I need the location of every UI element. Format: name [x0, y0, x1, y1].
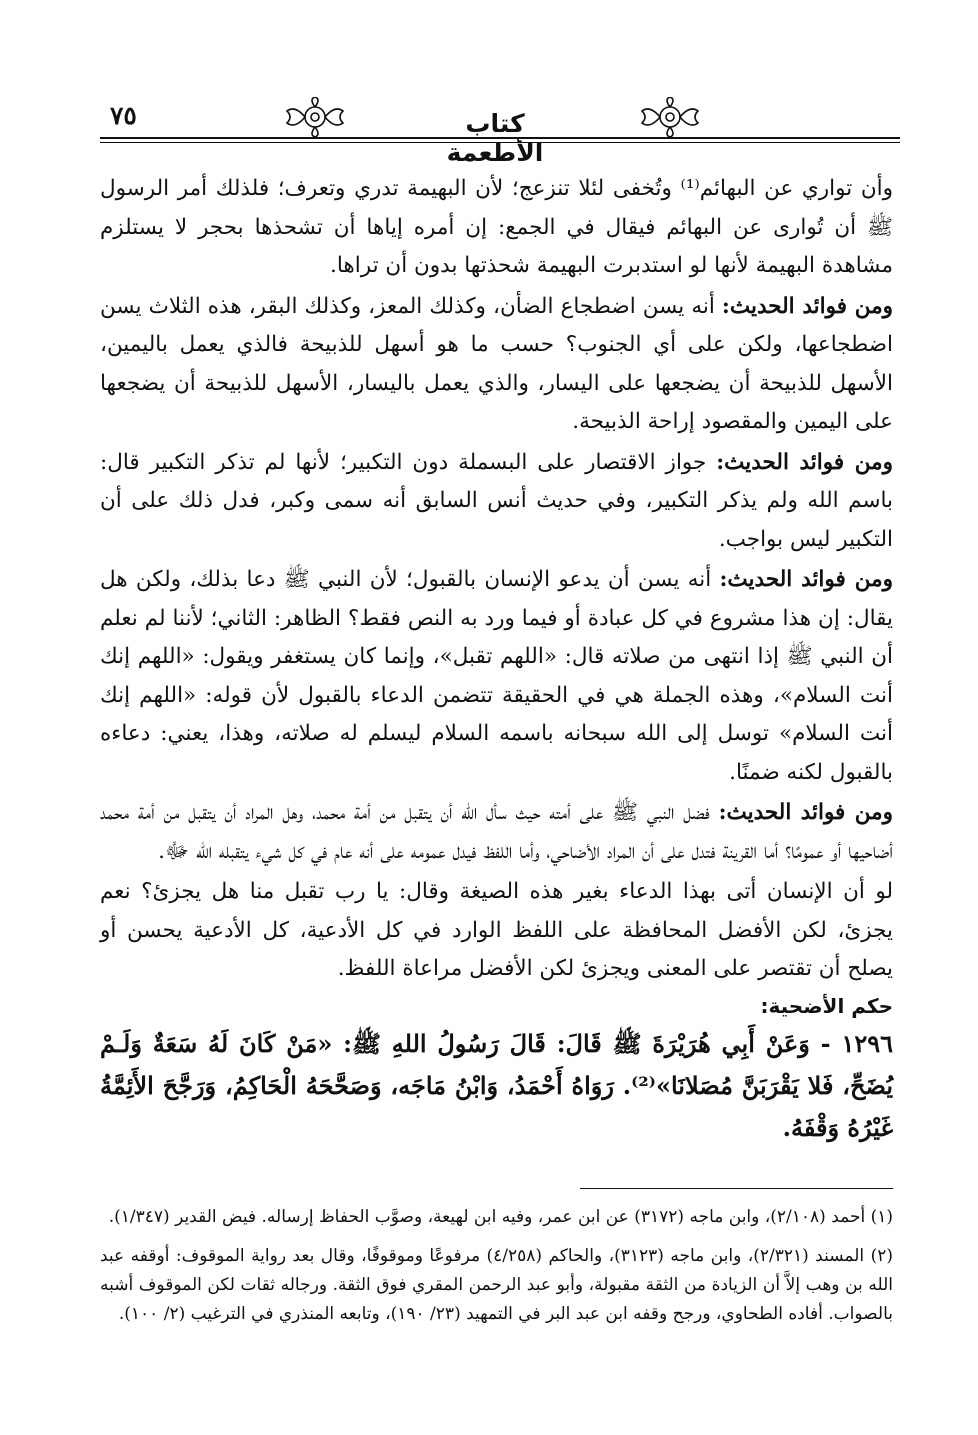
footnote-rule — [580, 1188, 893, 1189]
paragraph-6: لو أن الإنسان أتى بهذا الدعاء بغير هذه الصيغة وقال: يا رب تقبل منا هل يجزئ؟ نعم يجزئ، لكن الأفضل المحافظة على اللفظ الوارد في كل الأدعية، كل الأدعية يحسن أو يصلح أن تقتصر على المعنى ويجزئ لكن الأفضل مراعاة اللفظ. — [100, 879, 893, 981]
ornament-left-icon — [285, 97, 345, 137]
footnote-2: (٢) المسند (٢/٣٢١)، وابن ماجه (٣١٢٣)، والحاكم (٤/٢٥٨) مرفوعًا وموقوفًا، وقال بعد رواية الموقوف: أوقفه عبد الله بن وهب إلاَّ أن الزيادة من الثقة مقبولة، وأبو عبد الرحمن المقري فوق الثقة. ورجاله ثقات لكن الموقوف أشبه بالصواب. أفاده الطحاوي، ورجح وقفه ابن عبد البر في التمهيد (٢٣/ ١٩٠)، وتابعه المنذري في الترغيب (٢/ ١٠٠). — [100, 1246, 893, 1324]
header-rule — [100, 137, 900, 139]
chapter-title: كتاب الأطعمة — [446, 109, 544, 167]
footnote-1: (١) أحمد (٢/١٠٨)، وابن ماجه (٣١٧٢) عن ابن عمر، وفيه ابن لهيعة، وصوَّب الحفاظ إرساله. فيض القدير (١/٣٤٧). — [108, 1207, 893, 1227]
paragraph-3 — [100, 444, 893, 560]
benefits-lead: ومن فوائد الحديث: — [716, 449, 893, 475]
paragraph-2 — [100, 288, 893, 442]
benefits-lead: ومن فوائد الحديث: — [719, 567, 893, 592]
ornament-right-icon — [640, 97, 700, 137]
paragraph-1: وأن تواري عن البهائم⁽¹⁾ وتُخفى لئلا تنزعج؛ لأن البهيمة تدري وتعرف؛ فلذلك أمر الرسول ﷺ أن تُوارى عن البهائم فيقال في الجمع: إن أمره إياها أن تشحذها بحجر لا يستلزم مشاهدة البهيمة لأنها لو استدبرت البهيمة شحذتها بدون أن تراها. — [100, 176, 893, 278]
hadith-text: ١٢٩٦ - وَعَنْ أَبِي هُرَيْرَةَ ﷺ قَالَ: قَالَ رَسُولُ اللهِ ﷺ: «مَنْ كَانَ لَهُ سَعَةٌ وَلَـمْ يُضَحِّ، فَلا يَقْرَبَنَّ مُصَلانَا»⁽²⁾. رَوَاهُ أَحْمَدُ، وَابْنُ مَاجَه، وَصَحَّحَهُ الْحَاكِمُ، وَرَجَّحَ الأَئِمَّةُ غَيْرُهُ وَقْفَهُ. — [100, 1028, 893, 1142]
paragraph-3-text: جواز الاقتصار على البسملة دون التكبير؛ لأنها لم تذكر التكبير قال: باسم الله ولم يذكر التكبير، وفي حديث أنس السابق أنه سمى وكبر، فدل ذلك على أن التكبير ليس بواجب. — [100, 449, 893, 552]
footnotes — [100, 1203, 893, 1339]
header-rule-thin — [100, 142, 900, 143]
paragraph-2-text: أنه يسن اضطجاع الضأن، وكذلك المعز، وكذلك البقر، هذه الثلاث يسن اضطجاعها، ولكن على أي الجنوب؟ حسب ما هو أسهل للذبيحة فالذي يعمل باليمين، الأسهل للذبيحة أن يضجعها على اليسار، والذي يعمل باليسار، الأسهل للذبيحة أن يضجعها على اليمين والمقصود إراحة الذبيحة. — [100, 293, 893, 434]
benefits-lead: ومن فوائد الحديث: — [721, 293, 893, 319]
paragraph-4 — [100, 561, 893, 792]
paragraph-5-text: فضل النبي ﷺ على أمته حيث سأل الله أن يتقبل من أمة محمد، وهل المراد أن يتقبل من أمة محمد أضاحيها أو عمومًا؟ أما القرينة فتدل على أن المراد الأضاحي، وأما اللفظ فيدل عمومه على أنه عام في كل شيء يتقبله الله ﷻ. — [100, 800, 893, 864]
paragraph-5 — [100, 794, 893, 871]
page-number: ٧٥ — [110, 101, 137, 130]
benefits-lead: ومن فوائد الحديث: — [718, 800, 893, 825]
main-text — [100, 170, 893, 1149]
section-heading: حكم الأضحية: — [760, 993, 893, 1018]
paragraph-4-text: أنه يسن أن يدعو الإنسان بالقبول؛ لأن النبي ﷺ دعا بذلك، ولكن هل يقال: إن هذا مشروع في كل عبادة أو فيما ورد به النص فقط؟ الظاهر: الثاني؛ لأننا لم نعلم أن النبي ﷺ إذا انتهى من صلاته قال: «اللهم تقبل»، وإنما كان يستغفر ويقول: «اللهم إنك أنت السلام»، وهذه الجملة هي في الحقيقة تتضمن الدعاء بالقبول لأن قوله: «اللهم إنك أنت السلام» توسل إلى الله سبحانه باسمه السلام ليسلم له صلاته، وهذا، يعني: دعاءه بالقبول لكنه ضمنًا. — [100, 567, 893, 785]
page-header — [80, 95, 900, 165]
